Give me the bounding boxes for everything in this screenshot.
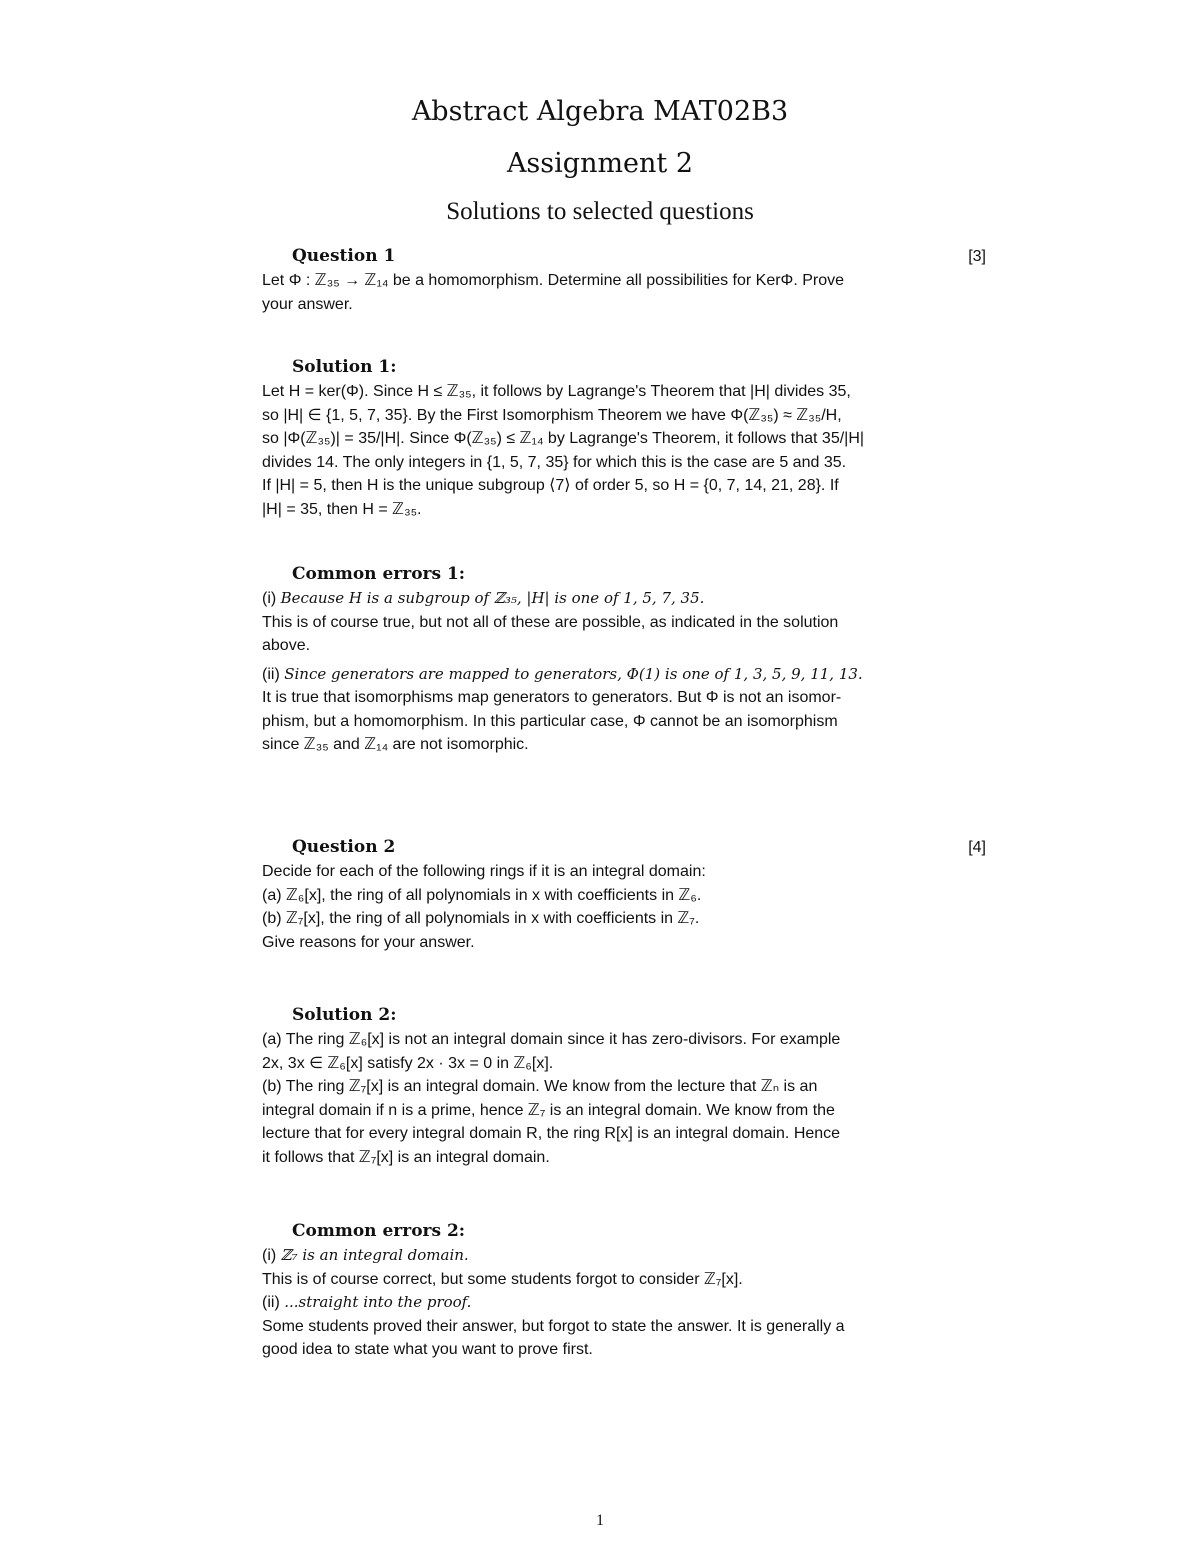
solution-2-heading: Solution 2: xyxy=(292,1005,397,1025)
text-line: phism, but a homomorphism. In this particular case, Φ cannot be an isomorphism xyxy=(262,712,838,730)
item-label: (ii) xyxy=(262,1294,285,1311)
assignment-title: Assignment 2 xyxy=(506,148,694,179)
question-2-text xyxy=(262,860,986,954)
item-label: (i) xyxy=(262,590,281,607)
item-label: (i) xyxy=(262,1247,281,1264)
text-line: integral domain if n is a prime, hence ℤ₇ is an integral domain. We know from the xyxy=(262,1101,835,1119)
question-2-heading xyxy=(292,836,986,860)
text-line: This is of course true, but not all of these are possible, as indicated in the solution xyxy=(262,613,839,631)
solution-1 xyxy=(262,356,986,521)
text-line: since ℤ₃₅ and ℤ₁₄ are not isomorphic. xyxy=(262,736,529,753)
common-errors-1-heading: Common errors 1: xyxy=(292,564,466,584)
text-line: it follows that ℤ₇[x] is an integral domain. xyxy=(262,1148,550,1166)
text-line: so |H| ∈ {1, 5, 7, 35}. By the First Isomorphism Theorem we have Φ(ℤ₃₅) ≈ ℤ₃₅/H, xyxy=(262,406,842,424)
subtitle: Solutions to selected questions xyxy=(446,198,754,225)
question-1-marks: [3] xyxy=(968,248,986,265)
text-line: so |Φ(ℤ₃₅)| = 35/|H|. Since Φ(ℤ₃₅) ≤ ℤ₁₄ by Lagrange's Theorem, it follows that 35/|H| xyxy=(262,430,865,447)
text-line: (a) The ring ℤ₆[x] is not an integral domain since it has zero-divisors. For example xyxy=(262,1031,841,1048)
text-line: Give reasons for your answer. xyxy=(262,933,475,951)
question-1 xyxy=(262,245,986,316)
text-line: Let Φ : ℤ₃₅ → ℤ₁₄ be a homomorphism. Determine all possibilities for KerΦ. Prove xyxy=(262,272,845,289)
italic-statement: Because H is a subgroup of ℤ₃₅, |H| is one of 1, 5, 7, 35. xyxy=(280,589,705,607)
italic-statement: Since generators are mapped to generators, Φ(1) is one of 1, 3, 5, 9, 11, 13. xyxy=(284,664,863,683)
solution-1-text xyxy=(262,380,986,521)
question-1-heading xyxy=(292,245,986,269)
text-line: |H| = 35, then H = ℤ₃₅. xyxy=(262,500,422,518)
common-errors-2-item-2 xyxy=(262,1291,986,1362)
text-line: (b) ℤ₇[x], the ring of all polynomials in x with coefficients in ℤ₇. xyxy=(262,910,700,927)
solution-2-text xyxy=(262,1028,986,1169)
question-1-text xyxy=(262,269,986,316)
text-line: Some students proved their answer, but forgot to state the answer. It is generally a xyxy=(262,1317,845,1335)
text-line: above. xyxy=(262,637,311,654)
question-2-title: Question 2 xyxy=(292,837,396,857)
solution-2 xyxy=(262,1004,986,1169)
common-errors-1-item-2 xyxy=(262,663,986,757)
text-line: your answer. xyxy=(262,295,353,313)
text-line: Decide for each of the following rings if it is an integral domain: xyxy=(262,863,706,880)
text-line: This is of course correct, but some students forgot to consider ℤ₇[x]. xyxy=(262,1270,743,1288)
text-line: Let H = ker(Φ). Since H ≤ ℤ₃₅, it follows by Lagrange's Theorem that |H| divides 35, xyxy=(262,383,851,400)
text-line: (a) ℤ₆[x], the ring of all polynomials in x with coefficients in ℤ₆. xyxy=(262,886,702,904)
error-statement xyxy=(262,663,986,687)
text-line: (b) The ring ℤ₇[x] is an integral domain. We know from the lecture that ℤₙ is an xyxy=(262,1078,818,1095)
text-line: 2x, 3x ∈ ℤ₆[x] satisfy 2x · 3x = 0 in ℤ₆[x]. xyxy=(262,1054,554,1072)
text-line: It is true that isomorphisms map generators to generators. But Φ is not an isomor- xyxy=(262,689,842,706)
question-1-title: Question 1 xyxy=(292,246,396,266)
text-line: divides 14. The only integers in {1, 5, 7, 35} for which this is the case are 5 and 35. xyxy=(262,453,847,471)
item-label: (ii) xyxy=(262,665,285,683)
error-statement xyxy=(262,1291,986,1315)
course-title: Abstract Algebra MAT02B3 xyxy=(411,96,789,127)
italic-statement: ℤ₇ is an integral domain. xyxy=(280,1246,469,1264)
common-errors-2-item-1 xyxy=(262,1244,986,1291)
error-statement xyxy=(262,587,986,611)
question-2-marks: [4] xyxy=(968,839,986,856)
common-errors-1-item-1 xyxy=(262,587,986,658)
common-errors-2-heading: Common errors 2: xyxy=(292,1221,466,1241)
question-2 xyxy=(262,836,986,954)
text-line: good idea to state what you want to prove first. xyxy=(262,1341,593,1358)
page-number: 1 xyxy=(596,1512,604,1529)
common-errors-1 xyxy=(262,563,986,757)
italic-statement: ...straight into the proof. xyxy=(284,1293,472,1311)
error-statement xyxy=(262,1244,986,1268)
common-errors-2 xyxy=(262,1220,986,1362)
text-line: If |H| = 5, then H is the unique subgroup ⟨7⟩ of order 5, so H = {0, 7, 14, 21, 28}. If xyxy=(262,477,839,494)
solution-1-heading: Solution 1: xyxy=(292,357,397,377)
text-line: lecture that for every integral domain R, the ring R[x] is an integral domain. Hence xyxy=(262,1125,841,1142)
